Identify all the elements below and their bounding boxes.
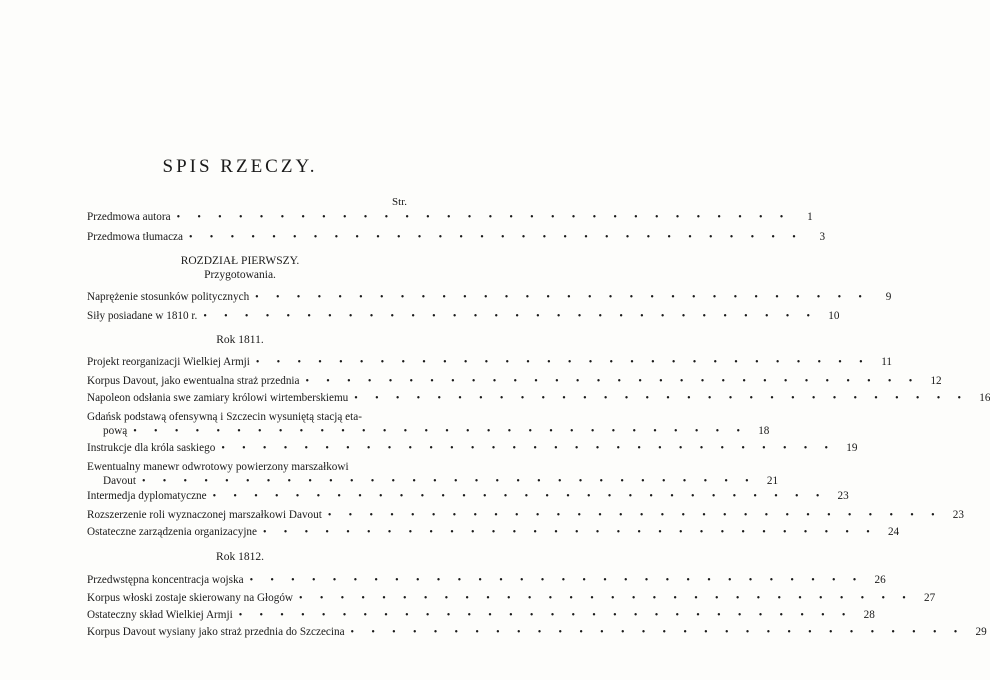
toc-entry[interactable] [87, 374, 942, 389]
leader-dots: • • • • • • • • • • • • • • • • • • • • • • • • • • • • • • [141, 476, 757, 487]
toc-entry-page: 19 [846, 442, 858, 454]
leader-dots: • • • • • • • • • • • • • • • • • • • • • • • • • • • • • • [262, 527, 878, 538]
toc-entry-text-cont: Davout [103, 475, 136, 487]
toc-entry[interactable] [87, 210, 813, 225]
page-title: SPIS RZECZY. [162, 156, 318, 177]
toc-entry-text: Przedwstępna koncentracja wojska [87, 574, 244, 586]
toc-entry[interactable] [87, 309, 840, 324]
toc-entry[interactable] [87, 441, 858, 456]
toc-entry-page: 10 [828, 310, 840, 322]
toc-entry[interactable] [87, 460, 779, 489]
toc-entry-page: 12 [930, 375, 942, 387]
toc-entry[interactable] [87, 489, 849, 504]
year-heading: Rok 1812. [216, 551, 264, 563]
toc-entry-page: 24 [887, 526, 900, 538]
toc-entry-text: Ostateczne zarządzenia organizacyjne [87, 526, 257, 538]
leader-dots: • • • • • • • • • • • • • • • • • • • • • • • • • • • • • • [212, 491, 827, 502]
year-heading: Rok 1811. [216, 334, 264, 346]
leader-dots: • • • • • • • • • • • • • • • • • • • • • • • • • • • • • • [327, 510, 942, 521]
toc-entry-page: 23 [837, 490, 849, 502]
toc-entry-text: Napoleon odsłania swe zamiary królowi wirtemberskiemu [87, 392, 349, 404]
toc-entry-page: 26 [874, 574, 886, 586]
toc-entry-text: Intermedja dyplomatyczne [87, 490, 207, 502]
toc-entry-text: Przedmowa autora [87, 211, 171, 223]
leader-dots: • • • • • • • • • • • • • • • • • • • • • • • • • • • • • • [203, 311, 818, 322]
toc-entry[interactable] [87, 608, 875, 623]
toc-entry-text: Korpus Davout, jako ewentualna straż przednia [87, 375, 300, 387]
leader-dots: • • • • • • • • • • • • • • • • • • • • • • • • • • • • • • [354, 393, 969, 404]
toc-entry-page: 1 [807, 211, 813, 223]
toc-entry[interactable] [87, 391, 990, 406]
leader-dots: • • • • • • • • • • • • • • • • • • • • • • • • • • • • • • [133, 426, 748, 437]
toc-entry-text: Projekt reorganizacji Wielkiej Armji [87, 356, 250, 368]
toc-entry-page: 11 [881, 356, 893, 368]
toc-entry-text: Przedmowa tłumacza [87, 231, 183, 243]
toc-entry[interactable] [87, 410, 770, 439]
chapter-title: ROZDZIAŁ PIERWSZY. [180, 255, 300, 267]
toc-entry-text: Korpus Davout wysiany jako straż przednia do Szczecina [87, 626, 345, 638]
leader-dots: • • • • • • • • • • • • • • • • • • • • • • • • • • • • • • [249, 575, 864, 586]
leader-dots: • • • • • • • • • • • • • • • • • • • • • • • • • • • • • • [299, 593, 914, 604]
chapter-subtitle: Przygotowania. [204, 269, 276, 281]
toc-entry-page: 21 [766, 475, 779, 487]
leader-dots: • • • • • • • • • • • • • • • • • • • • • • • • • • • • • • [176, 212, 791, 223]
leader-dots: • • • • • • • • • • • • • • • • • • • • • • • • • • • • • • [188, 232, 804, 243]
leader-dots: • • • • • • • • • • • • • • • • • • • • • • • • • • • • • • [350, 627, 965, 638]
toc-entry-page: 16 [979, 392, 990, 404]
toc-entry-page: 23 [952, 509, 964, 521]
toc-entry-text: Gdańsk podstawą ofensywną i Szczecin wysuniętą stacją eta- [87, 411, 362, 423]
toc-entry[interactable] [87, 573, 886, 588]
toc-entry-text: Korpus włoski zostaje skierowany na Głogów [87, 592, 294, 604]
toc-entry-text: Naprężenie stosunków politycznych [87, 291, 250, 303]
leader-dots: • • • • • • • • • • • • • • • • • • • • • • • • • • • • • • [221, 443, 836, 454]
toc-entry-page: 9 [885, 291, 892, 303]
toc-entry-text: Instrukcje dla króla saskiego [87, 442, 216, 454]
toc-entry-page: 27 [923, 592, 936, 604]
toc-entry-page: 29 [975, 626, 987, 638]
toc-entry-text: Ostateczny skład Wielkiej Armji [87, 609, 233, 621]
toc-entry-text: Siły posiadane w 1810 r. [87, 310, 198, 322]
toc-entry-page: 28 [863, 609, 875, 621]
toc-entry-text: Rozszerzenie roli wyznaczonej marszałkowi Davout [87, 509, 322, 521]
toc-entry[interactable] [87, 591, 936, 606]
toc-entry[interactable] [87, 525, 900, 540]
toc-entry[interactable] [87, 230, 826, 245]
toc-entry[interactable] [87, 355, 893, 370]
toc-entry-text-cont: pową [103, 425, 128, 437]
toc-entry[interactable] [87, 508, 964, 523]
toc-entry-text: Ewentualny manewr odwrotowy powierzony marszałkowi [87, 461, 349, 473]
toc-entry-page: 3 [819, 231, 826, 243]
page-column-label: Str. [392, 196, 407, 208]
toc-entry[interactable] [87, 290, 892, 305]
leader-dots: • • • • • • • • • • • • • • • • • • • • • • • • • • • • • • [255, 292, 870, 303]
leader-dots: • • • • • • • • • • • • • • • • • • • • • • • • • • • • • • [305, 376, 920, 387]
toc-entry-page: 18 [758, 425, 770, 437]
leader-dots: • • • • • • • • • • • • • • • • • • • • • • • • • • • • • • [238, 610, 853, 621]
toc-entry[interactable] [87, 625, 987, 640]
leader-dots: • • • • • • • • • • • • • • • • • • • • • • • • • • • • • • [255, 357, 871, 368]
